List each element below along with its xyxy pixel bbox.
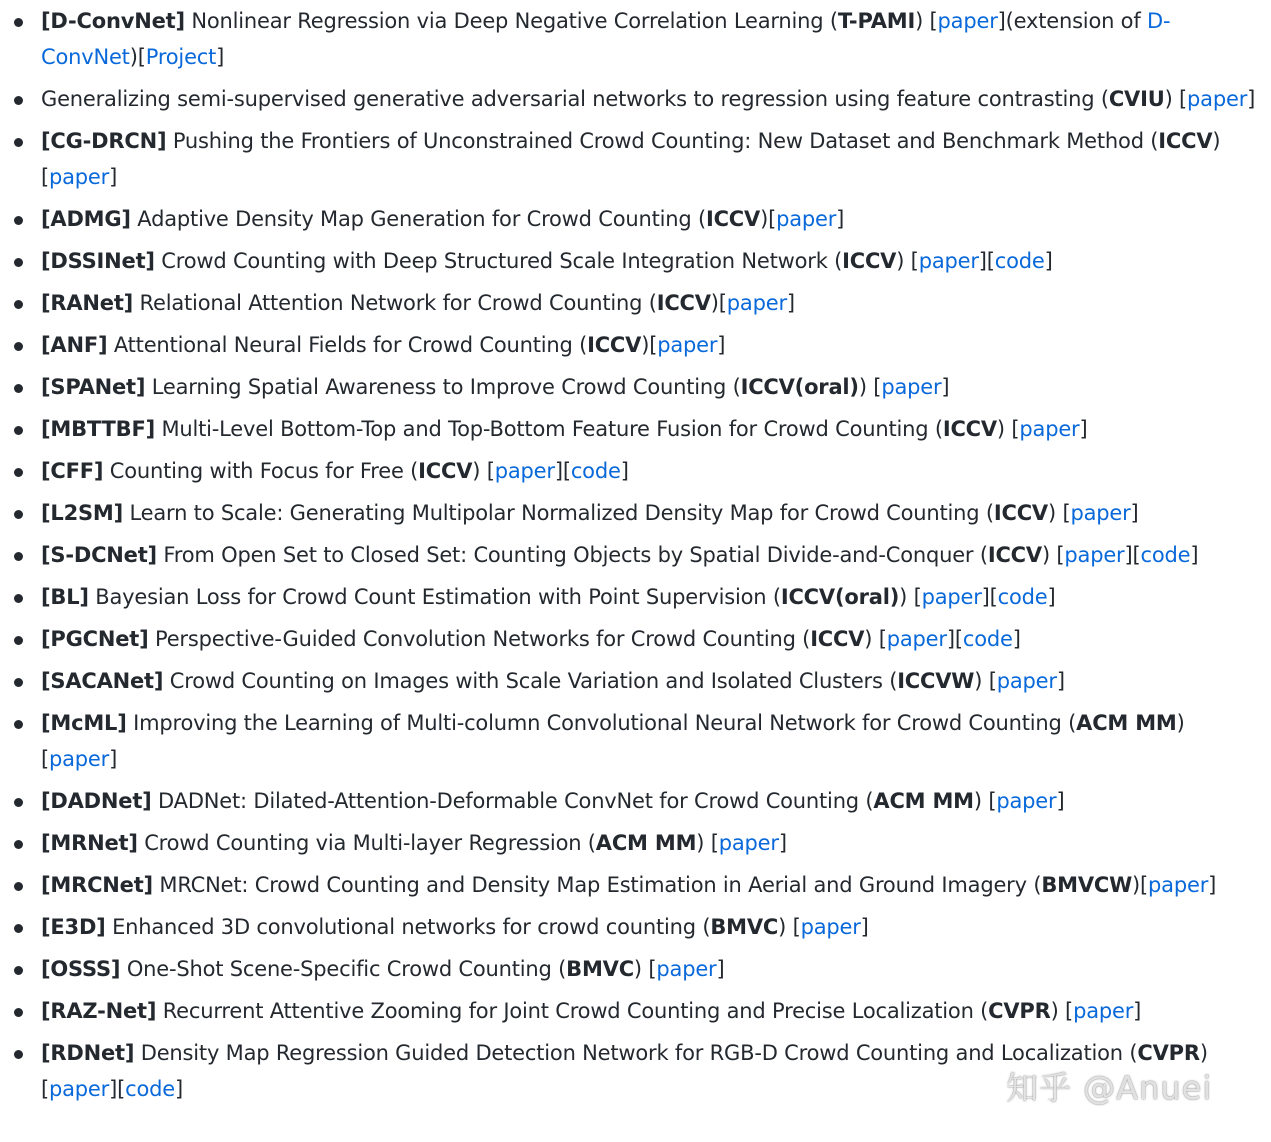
venue-label: ICCV(oral) <box>780 585 900 609</box>
method-tag: [PGCNet] <box>41 627 149 651</box>
bracket-text: ] <box>109 165 118 189</box>
bracket-text: ] <box>716 957 725 981</box>
bracket-text: ] <box>1056 669 1065 693</box>
method-tag: [McML] <box>41 711 127 735</box>
bracket-text: ) [ <box>973 789 997 813</box>
paper-link[interactable]: paper <box>886 627 947 651</box>
bracket-text: ] <box>717 333 726 357</box>
method-tag: [L2SM] <box>41 501 124 525</box>
paper-link[interactable]: paper <box>800 915 861 939</box>
paper-link[interactable]: paper <box>937 9 998 33</box>
list-item <box>0 705 1262 777</box>
paper-link[interactable]: paper <box>996 789 1057 813</box>
venue-label: ICCV <box>1158 129 1213 153</box>
paper-link[interactable]: paper <box>718 831 779 855</box>
list-item <box>0 369 1262 405</box>
bracket-text: ] <box>1047 585 1056 609</box>
method-tag: [SPANet] <box>41 375 146 399</box>
bullet-icon <box>14 300 23 309</box>
bullet-icon <box>14 1050 23 1059</box>
bullet-icon <box>14 216 23 225</box>
bracket-text: ) [ <box>472 459 495 483</box>
bracket-text: ] <box>109 747 118 771</box>
venue-label: ICCV(oral) <box>740 375 859 399</box>
paper-title: Nonlinear Regression via Deep Negative Correlation Learning ( <box>184 9 838 33</box>
paper-title: Recurrent Attentive Zooming for Joint Crowd Counting and Precise Localization ( <box>156 999 989 1023</box>
paper-title: Crowd Counting via Multi-layer Regression ( <box>137 831 596 855</box>
bracket-text: )[ <box>710 291 727 315</box>
code-link[interactable]: code <box>994 249 1045 273</box>
venue-label: ICCV <box>587 333 642 357</box>
bullet-icon <box>14 636 23 645</box>
bracket-text: ) [ <box>633 957 657 981</box>
paper-title: From Open Set to Closed Set: Counting Objects by Spatial Divide-and-Conquer ( <box>156 543 988 567</box>
paper-title: Crowd Counting with Deep Structured Scale Integration Network ( <box>154 249 843 273</box>
bracket-text: ) [ <box>864 627 887 651</box>
bracket-text: ] <box>1130 501 1139 525</box>
bracket-text: )[ <box>641 333 658 357</box>
bracket-text: ] <box>1208 873 1217 897</box>
paper-title: Crowd Counting on Images with Scale Variation and Isolated Clusters ( <box>163 669 898 693</box>
paper-link[interactable]: paper <box>494 459 555 483</box>
d-convnet-link[interactable]: D-ConvNet <box>41 9 1171 69</box>
method-tag: [RAZ-Net] <box>41 999 157 1023</box>
paper-title: Learn to Scale: Generating Multipolar Normalized Density Map for Crowd Counting ( <box>123 501 994 525</box>
list-item <box>0 867 1262 903</box>
paper-title: Enhanced 3D convolutional networks for crowd counting ( <box>105 915 711 939</box>
code-link[interactable]: code <box>125 1077 175 1101</box>
paper-link[interactable]: paper <box>921 585 982 609</box>
list-item <box>0 81 1262 117</box>
list-item <box>0 285 1262 321</box>
paper-link[interactable]: paper <box>49 165 110 189</box>
paper-link[interactable]: paper <box>1073 999 1134 1023</box>
bracket-text: ] <box>620 459 629 483</box>
paper-link[interactable]: paper <box>656 957 717 981</box>
list-item <box>0 663 1262 699</box>
method-tag: [CFF] <box>41 459 104 483</box>
bracket-text: ] <box>786 291 795 315</box>
bracket-text: ) [ <box>1041 543 1065 567</box>
method-tag: [S-DCNet] <box>41 543 157 567</box>
bullet-icon <box>14 96 23 105</box>
venue-label: CVIU <box>1108 87 1165 111</box>
paper-link[interactable]: paper <box>726 291 787 315</box>
venue-label: CVPR <box>988 999 1051 1023</box>
list-item <box>0 3 1262 75</box>
bullet-icon <box>14 426 23 435</box>
bracket-text: ](extension of <box>997 9 1147 33</box>
bracket-text: ) [ <box>996 417 1020 441</box>
paper-link[interactable]: paper <box>996 669 1057 693</box>
list-item <box>0 327 1262 363</box>
bracket-text: ][ <box>978 249 995 273</box>
paper-link[interactable]: paper <box>1187 87 1248 111</box>
bracket-text: ) [ <box>41 129 1221 189</box>
bullet-icon <box>14 924 23 933</box>
paper-link[interactable]: paper <box>1064 543 1125 567</box>
bracket-text: ) [ <box>41 711 1185 771</box>
method-tag: [BL] <box>41 585 89 609</box>
paper-title: Learning Spatial Awareness to Improve Crowd Counting ( <box>145 375 741 399</box>
bracket-text: ] <box>216 45 225 69</box>
bracket-text: ) [ <box>896 249 919 273</box>
bullet-icon <box>14 966 23 975</box>
paper-title: Bayesian Loss for Crowd Count Estimation with Point Supervision ( <box>88 585 781 609</box>
bullet-icon <box>14 882 23 891</box>
code-link[interactable]: code <box>570 459 621 483</box>
bracket-text: ] <box>778 831 787 855</box>
paper-title: Relational Attention Network for Crowd Counting ( <box>133 291 657 315</box>
method-tag: [MRNet] <box>41 831 138 855</box>
paper-title: Generalizing semi-supervised generative adversarial networks to regression using feature contrasting ( <box>41 87 1109 111</box>
list-item <box>0 453 1262 489</box>
bracket-text: ] <box>174 1077 183 1101</box>
method-tag: [MRCNet] <box>41 873 153 897</box>
list-item <box>0 825 1262 861</box>
venue-label: ICCV <box>987 543 1042 567</box>
venue-label: ICCV <box>705 207 761 231</box>
method-tag: [OSSS] <box>41 957 121 981</box>
bullet-icon <box>14 342 23 351</box>
paper-title: One-Shot Scene-Specific Crowd Counting ( <box>120 957 567 981</box>
bracket-text: ] <box>1044 249 1053 273</box>
bracket-text: ][ <box>554 459 571 483</box>
bracket-text: ) [ <box>899 585 922 609</box>
bracket-text: ) [ <box>696 831 719 855</box>
bracket-text: ] <box>1056 789 1065 813</box>
bullet-icon <box>14 720 23 729</box>
paper-title: Counting with Focus for Free ( <box>103 459 419 483</box>
bracket-text: ] <box>1247 87 1256 111</box>
list-item <box>0 909 1262 945</box>
venue-label: ICCV <box>942 417 997 441</box>
bullet-icon <box>14 468 23 477</box>
bullet-icon <box>14 510 23 519</box>
bracket-text: ] <box>941 375 950 399</box>
paper-link[interactable]: paper <box>1148 873 1209 897</box>
venue-label: ICCV <box>810 627 865 651</box>
paper-title: Improving the Learning of Multi-column Convolutional Neural Network for Crowd Counting ( <box>126 711 1077 735</box>
paper-link[interactable]: paper <box>657 333 718 357</box>
bracket-text: )[ <box>1132 873 1149 897</box>
list-item <box>0 621 1262 657</box>
list-item <box>0 579 1262 615</box>
bullet-icon <box>14 1008 23 1017</box>
venue-label: ACM MM <box>1076 711 1177 735</box>
bracket-text: ) [ <box>1047 501 1071 525</box>
paper-title: Pushing the Frontiers of Unconstrained Crowd Counting: New Dataset and Benchmark Method ( <box>166 129 1159 153</box>
bracket-text: ) [ <box>1164 87 1188 111</box>
venue-label: BMVCW <box>1041 873 1133 897</box>
paper-link[interactable]: paper <box>881 375 942 399</box>
method-tag: [E3D] <box>41 915 106 939</box>
bracket-text: ) [ <box>1050 999 1074 1023</box>
venue-label: ICCV <box>842 249 897 273</box>
bracket-text: ) [ <box>974 669 997 693</box>
bracket-text: [ <box>923 9 938 33</box>
list-item <box>0 537 1262 573</box>
bracket-text: ) [ <box>41 1041 1208 1101</box>
method-tag: [DADNet] <box>41 789 152 813</box>
list-item <box>0 951 1262 987</box>
method-tag: [ADMG] <box>41 207 131 231</box>
list-item <box>0 495 1262 531</box>
venue-label: ACM MM <box>873 789 974 813</box>
method-tag: [ANF] <box>41 333 108 357</box>
watermark: 知乎 @Anuei <box>1006 1069 1213 1107</box>
paper-list <box>0 3 1262 1113</box>
venue-label: ICCV <box>993 501 1048 525</box>
list-item <box>0 243 1262 279</box>
paper-title: DADNet: Dilated-Attention-Deformable ConvNet for Crowd Counting ( <box>151 789 874 813</box>
bullet-icon <box>14 258 23 267</box>
paper-link[interactable]: paper <box>49 747 110 771</box>
bracket-text: ] <box>836 207 845 231</box>
list-item <box>0 783 1262 819</box>
code-link[interactable]: code <box>962 627 1013 651</box>
list-item <box>0 201 1262 237</box>
venue-label: BMVC <box>710 915 779 939</box>
paper-title: Density Map Regression Guided Detection Network for RGB-D Crowd Counting and Localization ( <box>134 1041 1138 1065</box>
method-tag: [D-ConvNet] <box>41 9 185 33</box>
bracket-text: ] <box>1012 627 1021 651</box>
paper-link[interactable]: paper <box>49 1077 110 1101</box>
paper-title: Attentional Neural Fields for Crowd Counting ( <box>107 333 588 357</box>
bullet-icon <box>14 384 23 393</box>
bracket-text: )[ <box>129 45 146 69</box>
bracket-text: ) [ <box>778 915 801 939</box>
venue-label: T-PAMI <box>837 9 916 33</box>
method-tag: [DSSINet] <box>41 249 155 273</box>
method-tag: [CG-DRCN] <box>41 129 167 153</box>
bullet-icon <box>14 840 23 849</box>
bracket-text: ] <box>1190 543 1199 567</box>
bracket-text: ) [ <box>858 375 882 399</box>
bullet-icon <box>14 18 23 27</box>
list-item <box>0 993 1262 1029</box>
venue-label: CVPR <box>1137 1041 1200 1065</box>
bracket-text: ) <box>915 9 924 33</box>
code-link[interactable]: code <box>997 585 1048 609</box>
venue-label: BMVC <box>566 957 634 981</box>
bracket-text: ][ <box>981 585 998 609</box>
list-item <box>0 123 1262 195</box>
bracket-text: ][ <box>109 1077 126 1101</box>
method-tag: [MBTTBF] <box>41 417 155 441</box>
bullet-icon <box>14 798 23 807</box>
venue-label: ACM MM <box>595 831 697 855</box>
code-link[interactable]: code <box>1140 543 1191 567</box>
bracket-text: )[ <box>760 207 777 231</box>
method-tag: [RDNet] <box>41 1041 135 1065</box>
paper-link[interactable]: paper <box>1070 501 1131 525</box>
method-tag: [SACANet] <box>41 669 164 693</box>
method-tag: [RANet] <box>41 291 134 315</box>
paper-title: Multi-Level Bottom-Top and Top-Bottom Feature Fusion for Crowd Counting ( <box>154 417 943 441</box>
bullet-icon <box>14 552 23 561</box>
bullet-icon <box>14 678 23 687</box>
list-item <box>0 1035 1262 1107</box>
paper-title: MRCNet: Crowd Counting and Density Map Estimation in Aerial and Ground Imagery ( <box>152 873 1042 897</box>
project-link[interactable]: Project <box>145 45 217 69</box>
bracket-text: ][ <box>946 627 963 651</box>
venue-label: ICCV <box>418 459 473 483</box>
bracket-text: ] <box>1079 417 1088 441</box>
bracket-text: ] <box>860 915 869 939</box>
bullet-icon <box>14 138 23 147</box>
bracket-text: ] <box>1133 999 1142 1023</box>
paper-link[interactable]: paper <box>1019 417 1080 441</box>
paper-title: Adaptive Density Map Generation for Crowd Counting ( <box>130 207 706 231</box>
paper-link[interactable]: paper <box>776 207 837 231</box>
venue-label: ICCVW <box>897 669 975 693</box>
bullet-icon <box>14 594 23 603</box>
venue-label: ICCV <box>656 291 711 315</box>
paper-link[interactable]: paper <box>918 249 979 273</box>
paper-title: Perspective-Guided Convolution Networks for Crowd Counting ( <box>148 627 811 651</box>
list-item <box>0 411 1262 447</box>
bracket-text: ][ <box>1124 543 1141 567</box>
